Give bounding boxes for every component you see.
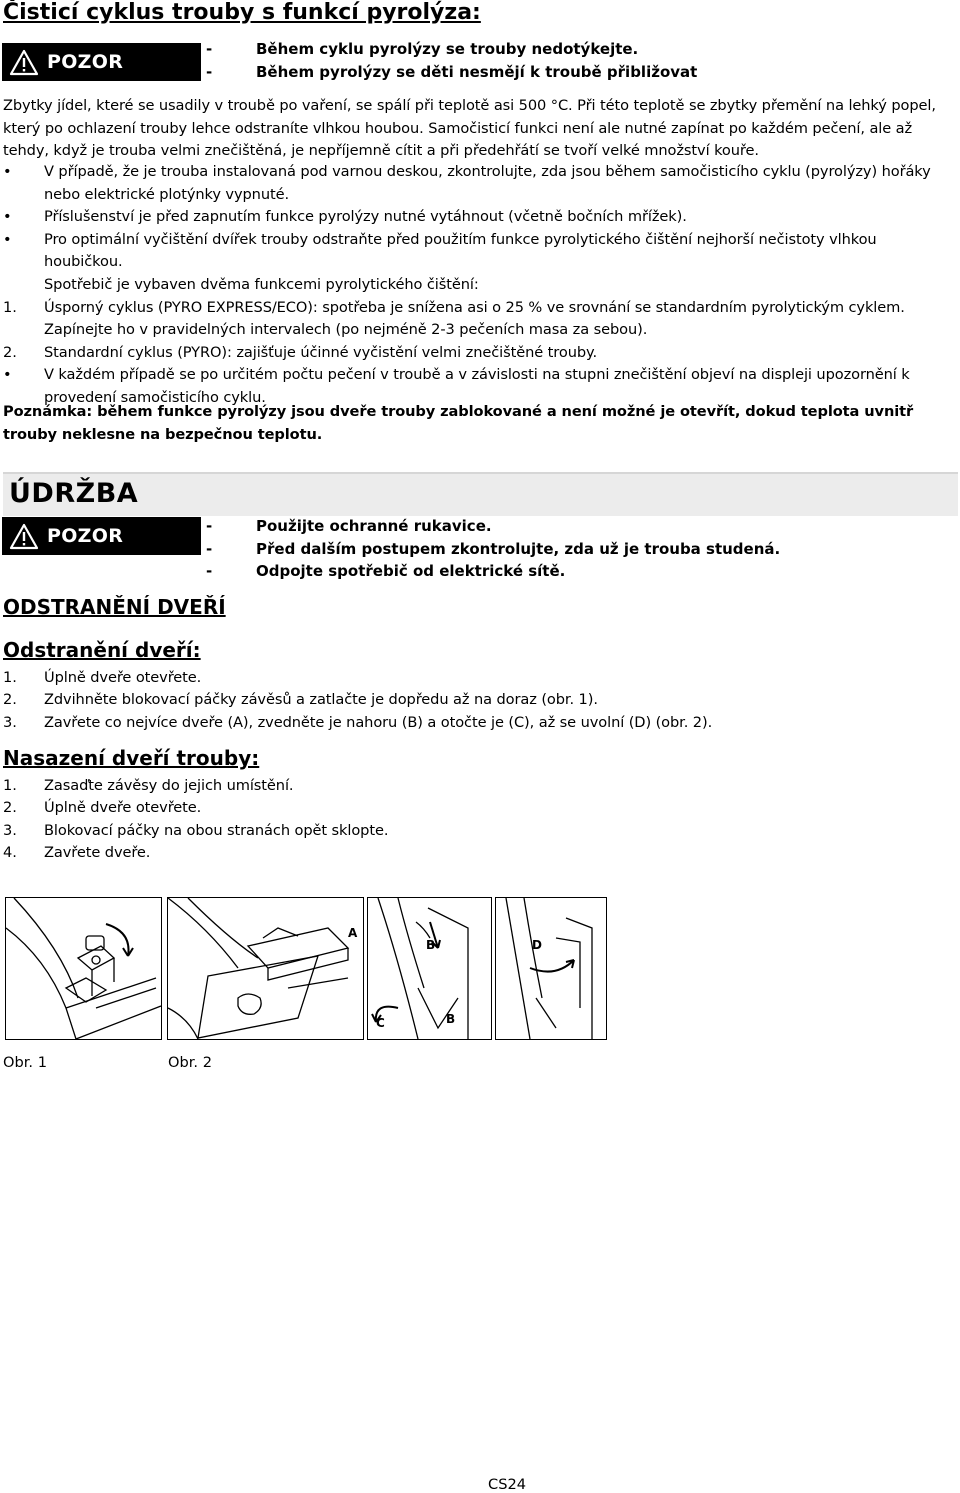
warning-triangle-icon [9,523,39,550]
figure-caption-1: Obr. 1 [3,1054,47,1071]
fig-label-c: C [376,1016,385,1030]
pyro-list [3,161,958,410]
warning-item: - Před dalším postupem zkontrolujte, zda už je trouba studená. [206,539,781,558]
page-number: CS24 [488,1476,527,1493]
list-item: 3. Blokovací páčky na obou stranách opět sklopte. [3,821,389,839]
figure-2-door-lift [167,897,364,1040]
list-item: 4. Zavřete dveře. [3,844,151,862]
door-release-illustration [496,898,606,1039]
list-item: 2. Zdvihněte blokovací páčky závěsů a zatlačte je dopředu až na doraz (obr. 1). [3,691,598,709]
list-item: 2. Úplně dveře otevřete. [3,799,202,817]
list-item: • Pro optimální vyčištění dvířek trouby odstraňte před použitím funkce pyrolytického čištění nejhorší nečistoty vlhkou houbičkou. [3,230,877,271]
warning-triangle-icon [9,49,39,76]
warning-label: POZOR [47,525,124,547]
pyro-title: Čisticí cyklus trouby s funkcí pyrolýza: [3,0,481,25]
door-removal-heading: ODSTRANĚNÍ DVEŘÍ [3,595,226,619]
pyro-intro: Zbytky jídel, které se usadily v troubě po vaření, se spálí při teplotě asi 500 °C. Při této teplotě se zbytky přemění na lehký popel, který po ochlazení trouby lehce odstraníte vlhkou houbou. Samočisticí funkci není ale nutné zapínat po každém pečení, ale až tehdy, když je trouba velmi znečištěná, je nepříjemně cítit a při předehřátí se tvoří velké množství kouře. [3,97,936,160]
warning-item: - Použijte ochranné rukavice. [206,517,492,535]
removal-steps [3,667,712,734]
pyro-note: Poznámka: během funkce pyrolýzy jsou dveře trouby zablokované a není možné je otevřít, dokud teplota uvnitř trouby neklesne na bezpečnou teplotu. [3,403,914,443]
refit-steps [3,775,388,865]
list-item: 2. Standardní cyklus (PYRO): zajišťuje účinné vyčistění velmi znečištěné trouby. [3,343,598,361]
warning-list [206,38,697,83]
warning-label: POZOR [47,51,124,73]
refit-title: Nasazení dveří trouby: [3,746,260,770]
fig-label-d: D [532,938,542,952]
warning-item: - Odpojte spotřebič od elektrické sítě. [206,562,566,580]
list-item: 1. Zasaďte závěsy do jejich umístění. [3,777,294,794]
warning-item: - Během pyrolýzy se děti nesmějí k troubě přibližovat [206,62,698,81]
hinge-illustration [6,898,161,1039]
list-item: • Příslušenství je před zapnutím funkce pyrolýzy nutné vytáhnout (včetně bočních mřížek). [3,208,687,226]
removal-title: Odstranění dveří: [3,638,201,662]
warning-list [206,515,780,583]
door-hinge-illustration [368,898,491,1039]
figure-2-door-release [495,897,607,1040]
figure-2-door-hinge [348,897,492,1040]
list-item: • V každém případě se po určitém počtu pečení v troubě a v závislosti na stupni znečištění objeví na displeji upozornění k provedení samočisticího cyklu. [3,366,910,406]
fig-label-b2: B [446,1012,456,1026]
fig-label-a: A [348,926,358,940]
figure-1-hinge [5,897,162,1040]
warning-item: - Během cyklu pyrolýzy se trouby nedotýkejte. [206,40,639,58]
list-item: 3. Zavřete co nejvíce dveře (A), zvedněte je nahoru (B) a otočte je (C), až se uvolní (D) (obr. 2). [3,713,713,731]
list-item: • V případě, že je trouba instalovaná pod varnou deskou, zkontrolujte, zda jsou během samočisticího cyklu (pyrolýzy) hořáky nebo elektrické plotýnky vypnuté. [3,163,931,203]
door-lift-illustration [168,898,363,1039]
section-title: ÚDRŽBA [9,478,139,509]
section-header [3,472,958,516]
figure-caption-2: Obr. 2 [168,1054,212,1071]
warning-badge [2,43,201,81]
list-item: 1. Úplně dveře otevřete. [3,669,202,686]
warning-badge [2,517,201,555]
list-item: 1. Úsporný cyklus (PYRO EXPRESS/ECO): spotřeba je snížena asi o 25 % ve srovnání se standardním pyrolytickým cyklem. Zapínejte ho v pravidelných intervalech (po nejméně 2-3 pečeních masa za sebou). [3,298,905,339]
list-item: Spotřebič je vybaven dvěma funkcemi pyrolytického čištění: [44,275,479,293]
fig-label-b: B [426,938,436,952]
